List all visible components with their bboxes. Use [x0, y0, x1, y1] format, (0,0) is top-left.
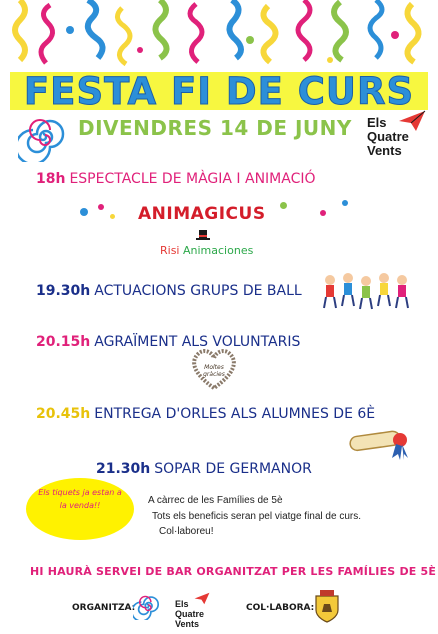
info-line-1: A càrrec de les Famílies de 5è: [148, 495, 283, 506]
tickets-bubble-text: Els tiquets ja estan a la venda!!: [38, 488, 122, 510]
heart-wreath-text: Moltes gràcies: [203, 364, 225, 378]
spiral-icon: [133, 592, 161, 620]
diploma-icon: [344, 424, 416, 464]
brand-line-2: Quatre: [175, 609, 205, 619]
kids-dancing-image: [320, 270, 416, 312]
poster-title: FESTA FI DE CURS: [23, 70, 415, 113]
paper-plane-icon: [398, 110, 426, 132]
event-time: 18h: [36, 171, 66, 187]
animagicus-logo: ANIMAGICUS: [138, 204, 266, 224]
event-label: AGRAÏMENT ALS VOLUNTARIS: [94, 334, 301, 350]
risi-animaciones-logo: [160, 244, 253, 257]
bar-service-note: HI HAURÀ SERVEI DE BAR ORGANITZAT PER LES FAMÍLIES DE 5È: [30, 565, 437, 578]
event-label: ENTREGA D'ORLES ALS ALUMNES DE 6È: [94, 406, 376, 422]
info-line-2: Tots els beneficis seran pel viatge final de curs.: [152, 511, 361, 522]
risi-word: Risi: [160, 244, 180, 257]
event-time: 19.30h: [36, 283, 91, 299]
event-row-3: [36, 334, 300, 350]
event-time: 20.45h: [36, 406, 91, 422]
event-time: 20.15h: [36, 334, 91, 350]
info-line-3: Col·laboreu!: [159, 526, 214, 537]
col-labora-label: COL·LABORA:: [246, 603, 315, 613]
brand-line-3: Vents: [367, 143, 402, 158]
organitza-label: ORGANITZA:: [72, 603, 136, 613]
brand-line-1: Els: [175, 599, 189, 609]
event-row-5: [96, 461, 312, 477]
event-row-4: [36, 406, 375, 422]
brand-line-2: Quatre: [367, 129, 409, 144]
event-label: ESPECTACLE DE MÀGIA I ANIMACIÓ: [69, 171, 316, 187]
animaciones-word: Animaciones: [183, 244, 254, 257]
event-label: ACTUACIONS GRUPS DE BALL: [94, 283, 302, 299]
event-time: 21.30h: [96, 461, 151, 477]
town-shield-icon: [314, 590, 340, 624]
brand-line-1: Els: [367, 115, 387, 130]
event-date: DIVENDRES 14 DE JUNY: [78, 116, 352, 140]
brand-line-3: Vents: [175, 619, 200, 629]
spiral-icon: [18, 112, 68, 162]
confetti-streamers: [0, 0, 438, 80]
magician-hat-icon: [196, 228, 210, 242]
paper-plane-icon: [194, 592, 210, 605]
event-row-2: [36, 283, 302, 299]
event-label: SOPAR DE GERMANOR: [154, 461, 312, 477]
event-row-1: [36, 171, 316, 187]
